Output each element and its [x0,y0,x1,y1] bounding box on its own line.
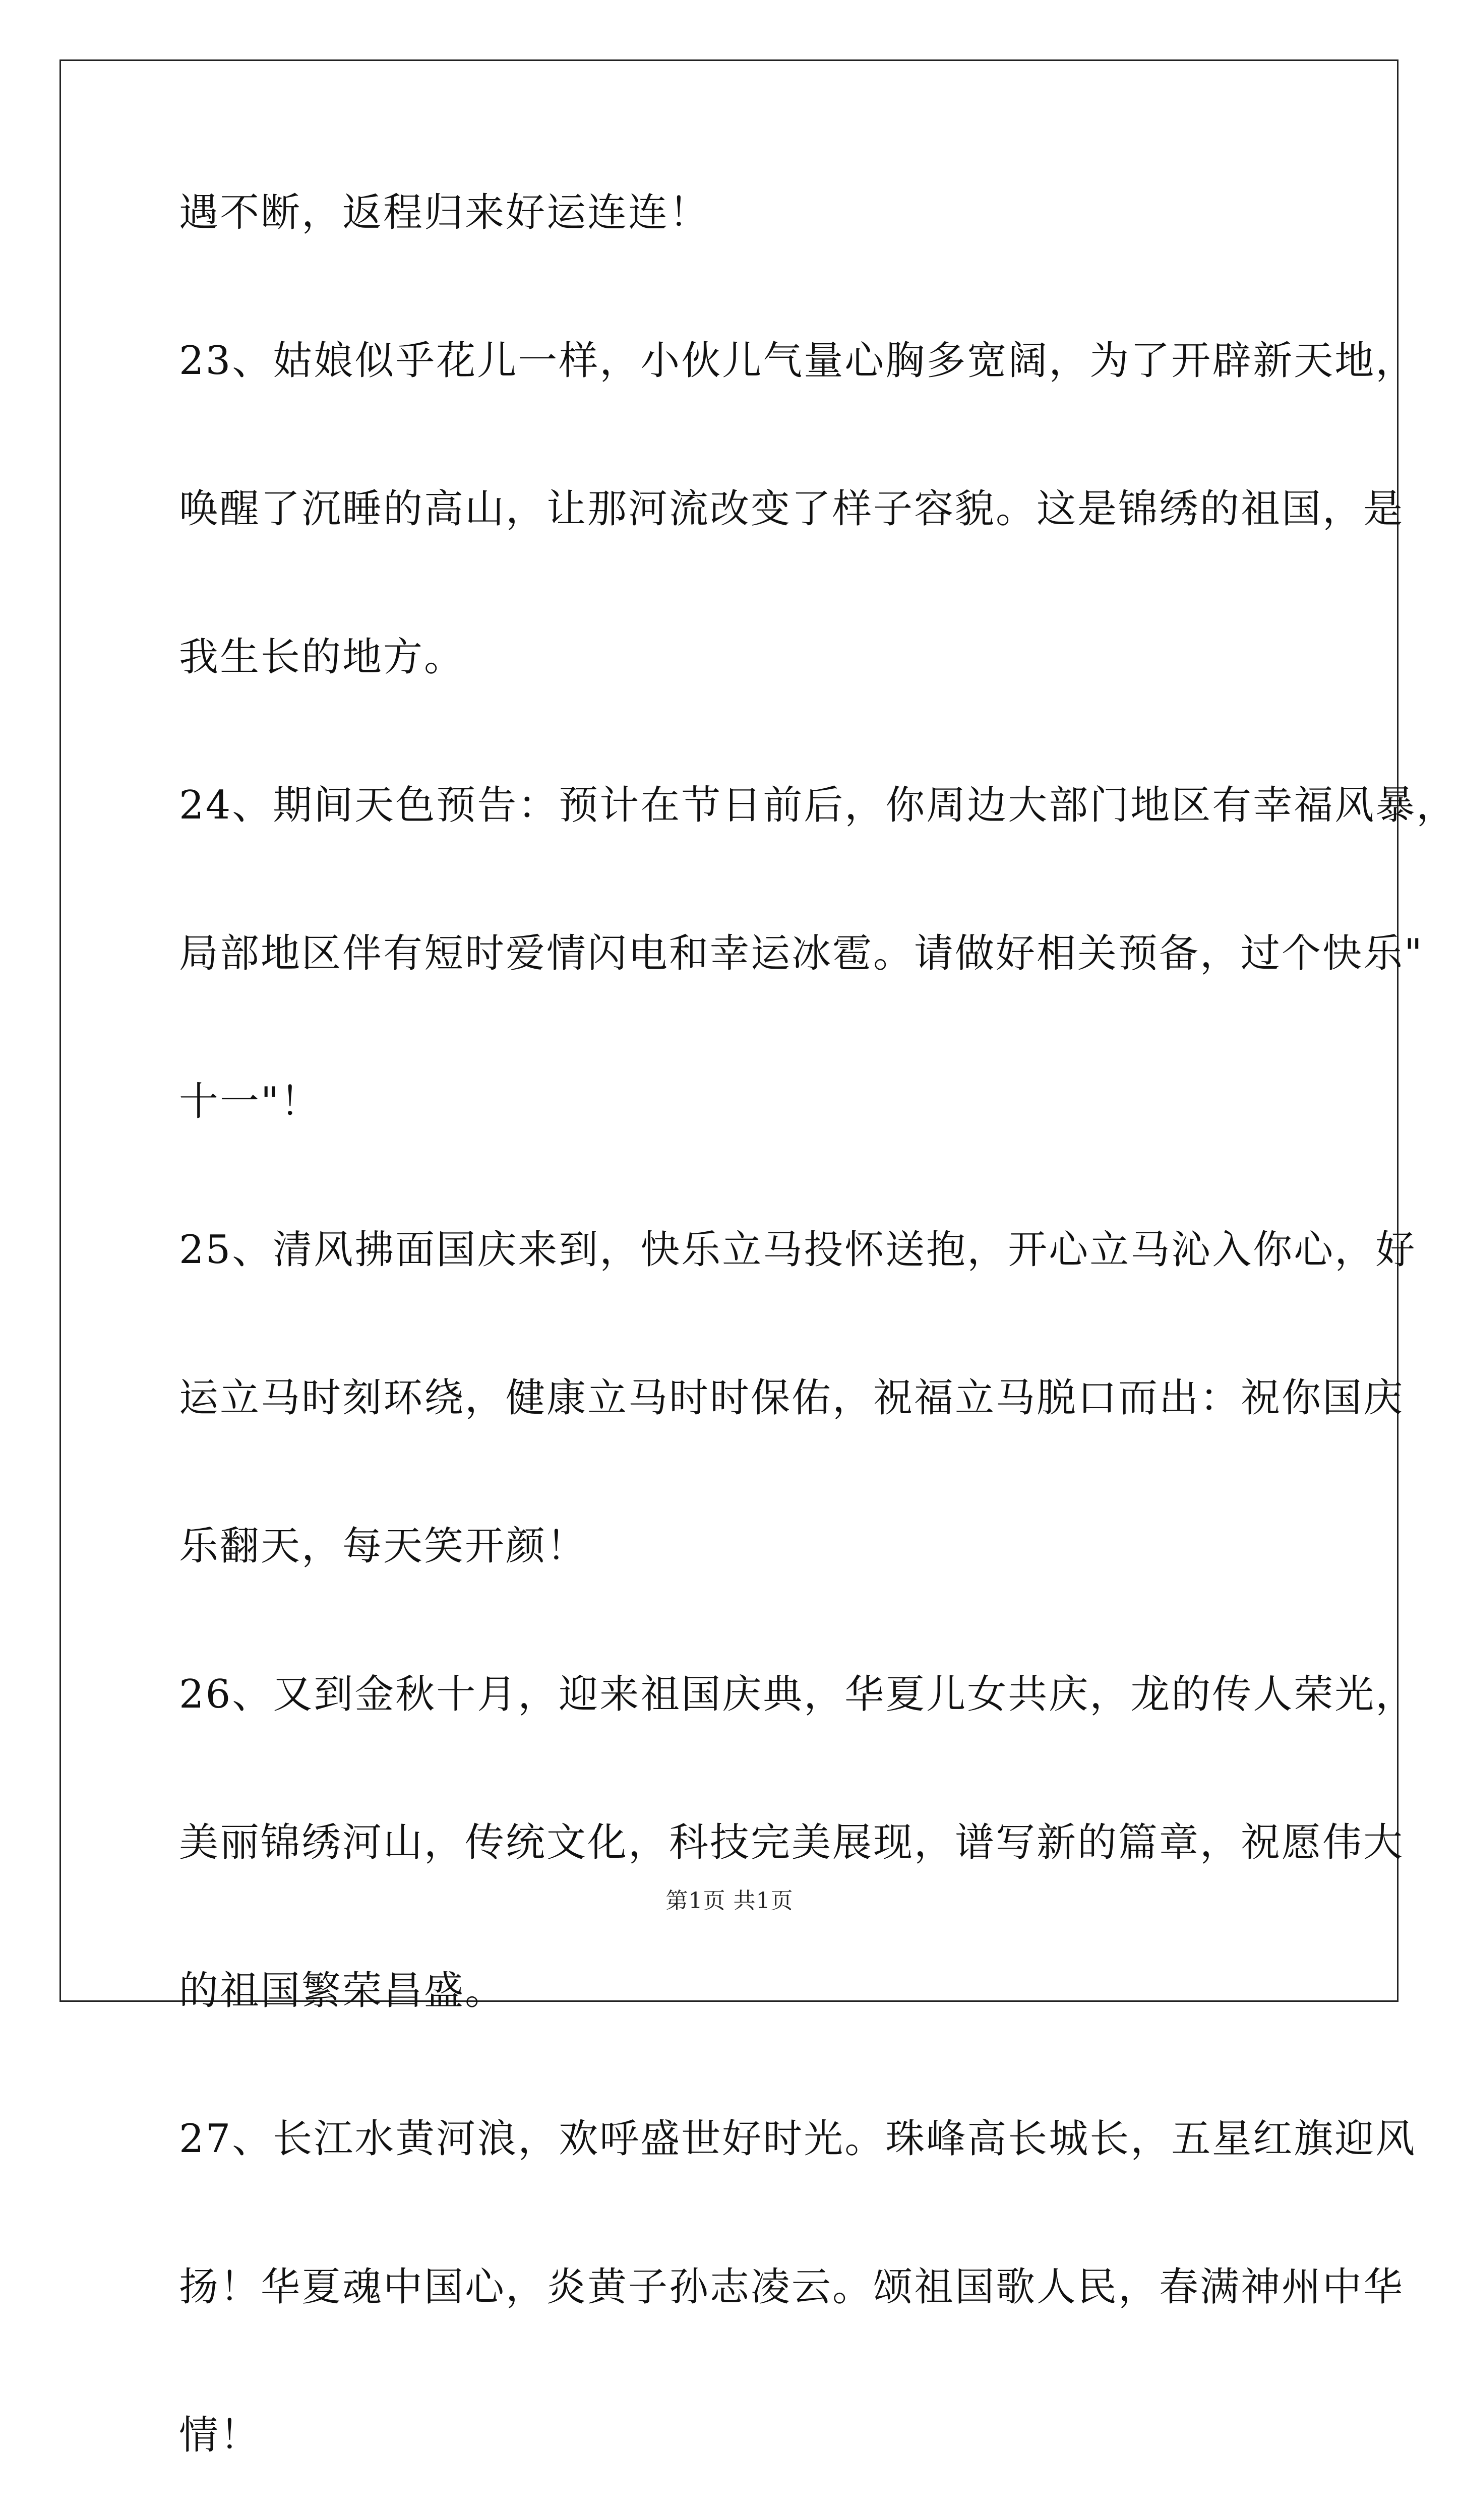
text-line: 我生长的地方。 [179,635,465,680]
text-line: 唤醒了沉睡的高山，让那河流改变了样子容貌。这是锦绣的祖国，是 [179,486,1405,532]
text-line: 27、长江水黄河浪，欢呼盛世好时光。珠峰高长城长，五星红旗迎风 [179,2116,1417,2162]
text-line: 26、又到金秋十月，迎来祖国庆典，华夏儿女共庆，龙的传人荣光， [179,1672,1417,1717]
text-line: 乐翻天，每天笑开颜！ [179,1524,588,1569]
text-line: 运立马时刻环绕，健康立马时时保佑，祝福立马脱口而出：祝你国庆 [179,1375,1405,1421]
text-line: 的祖国繁荣昌盛。 [179,1968,506,2013]
text-line: 情！ [179,2413,261,2458]
page-footer: 第1页 共1页 [665,1888,794,1914]
text-line: 遇不断，返程归来好运连连！ [179,190,710,235]
text-line: 23、姑娘似乎花儿一样，小伙儿气量心胸多宽阔，为了开辟新天地， [179,338,1417,384]
text-line: 扬！华夏魂中国心，炎黄子孙志凌云。颂祖国歌人民，春满神州中华 [179,2264,1405,2310]
text-line: 十一"！ [179,1079,321,1124]
text-line: 25、清风拂面国庆来到，快乐立马投怀送抱，开心立马沁入你心，好 [179,1227,1417,1273]
document-body [179,189,1457,2520]
text-line: 美丽锦绣河山，传统文化，科技完美展现，谱写新的篇章，祝愿伟大 [179,1820,1405,1865]
text-line: 24、期间天色预告：预计在节日前后，你周边大部门地区有幸福风暴， [179,783,1457,828]
text-line: 局部地区伴有短时爱情闪电和幸运冰雹。请做好相关预备，过个快乐" [179,931,1424,976]
